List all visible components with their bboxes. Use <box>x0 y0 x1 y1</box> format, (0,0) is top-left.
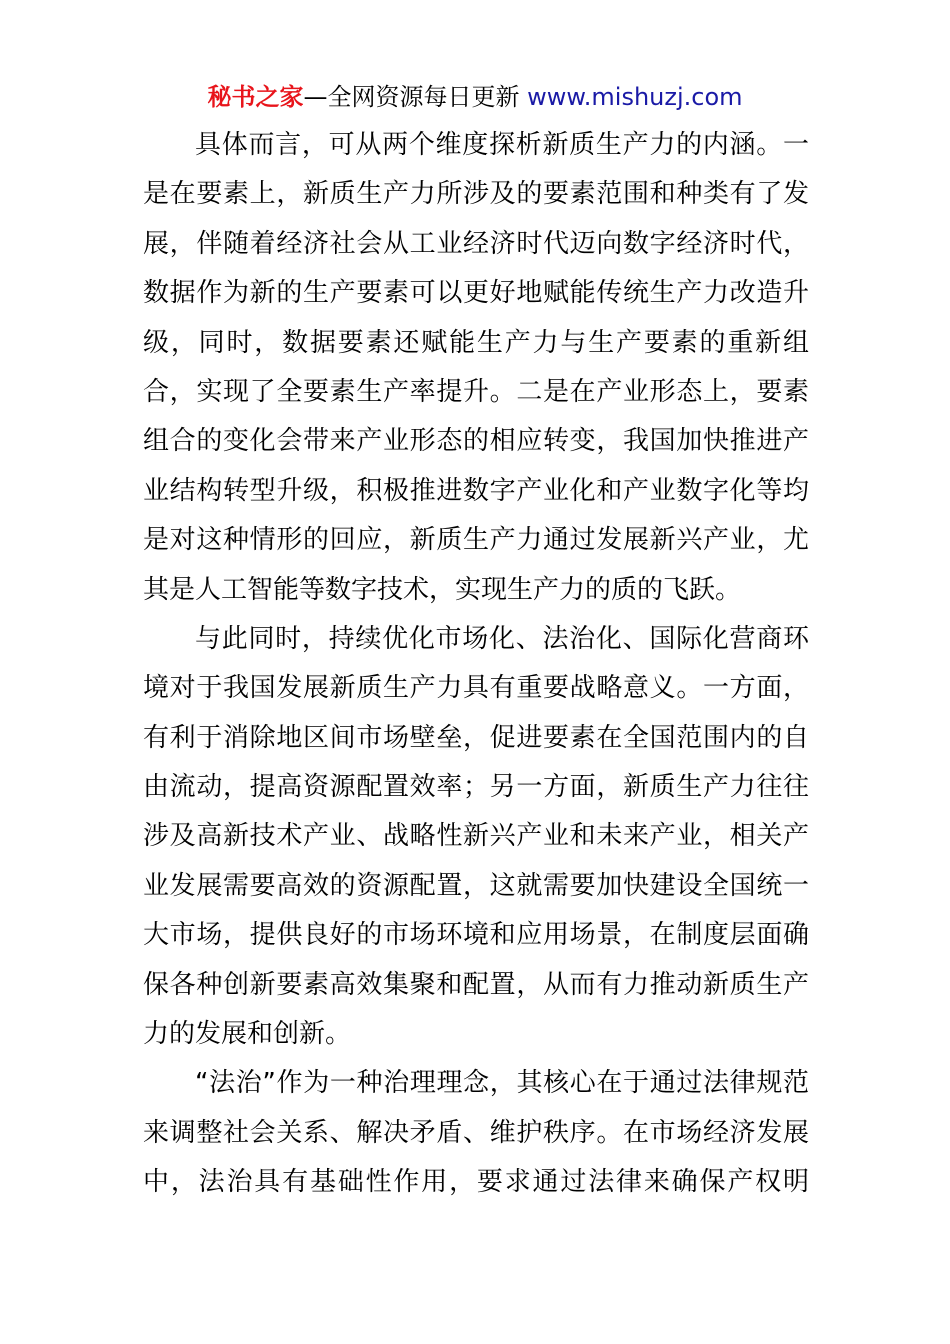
text-line: 业发展需要高效的资源配置，这就需要加快建设全国统一 <box>143 870 809 901</box>
text-line: 具体而言，可从两个维度探析新质生产力的内涵。一 <box>195 130 809 160</box>
text-line: 是在要素上，新质生产力所涉及的要素范围和种类有了发 <box>143 179 809 210</box>
text-line: 组合的变化会带来产业形态的相应转变，我国加快推进产 <box>143 426 809 457</box>
text-line: 力的发展和创新。 <box>143 1019 352 1050</box>
text-line: 与此同时，持续优化市场化、法治化、国际化营商环 <box>195 623 809 654</box>
text-line: 级，同时，数据要素还赋能生产力与生产要素的重新组 <box>143 327 809 358</box>
text-line: 境对于我国发展新质生产力具有重要战略意义。一方面， <box>143 673 809 704</box>
text-line: 大市场，提供良好的市场环境和应用场景，在制度层面确 <box>143 920 809 951</box>
text-line: 保各种创新要素高效集聚和配置，从而有力推动新质生产 <box>143 969 809 1000</box>
text-line: 其是人工智能等数字技术，实现生产力的质的飞跃。 <box>143 574 742 605</box>
text-line: “法治”作为一种治理理念，其核心在于通过法律规范 <box>195 1068 809 1099</box>
text-line: 展，伴随着经济社会从工业经济时代迈向数字经济时代， <box>143 228 809 259</box>
header-brand: 秘书之家 <box>207 83 304 111</box>
text-line: 是对这种情形的回应，新质生产力通过发展新兴产业，尤 <box>143 525 809 556</box>
text-line: 合，实现了全要素生产率提升。二是在产业形态上，要素 <box>143 376 809 407</box>
document-body <box>143 121 809 1208</box>
header-url[interactable]: www.mishuzj.com <box>527 83 743 111</box>
text-line: 业结构转型升级，积极推进数字产业化和产业数字化等均 <box>143 475 809 506</box>
paragraph-3 <box>143 1059 809 1207</box>
text-line: 涉及高新技术产业、战略性新兴产业和未来产业，相关产 <box>143 821 809 852</box>
paragraph-1 <box>143 121 809 615</box>
header-tagline: —全网资源每日更新 <box>303 83 520 111</box>
paragraph-2 <box>143 615 809 1060</box>
text-line: 由流动，提高资源配置效率；另一方面，新质生产力往往 <box>143 772 809 803</box>
page-header <box>0 80 950 114</box>
text-line: 数据作为新的生产要素可以更好地赋能传统生产力改造升 <box>143 278 809 309</box>
text-line: 有利于消除地区间市场壁垒，促进要素在全国范围内的自 <box>143 722 809 753</box>
text-line: 来调整社会关系、解决矛盾、维护秩序。在市场经济发展 <box>143 1117 809 1148</box>
text-line: 中，法治具有基础性作用，要求通过法律来确保产权明 <box>143 1167 809 1198</box>
